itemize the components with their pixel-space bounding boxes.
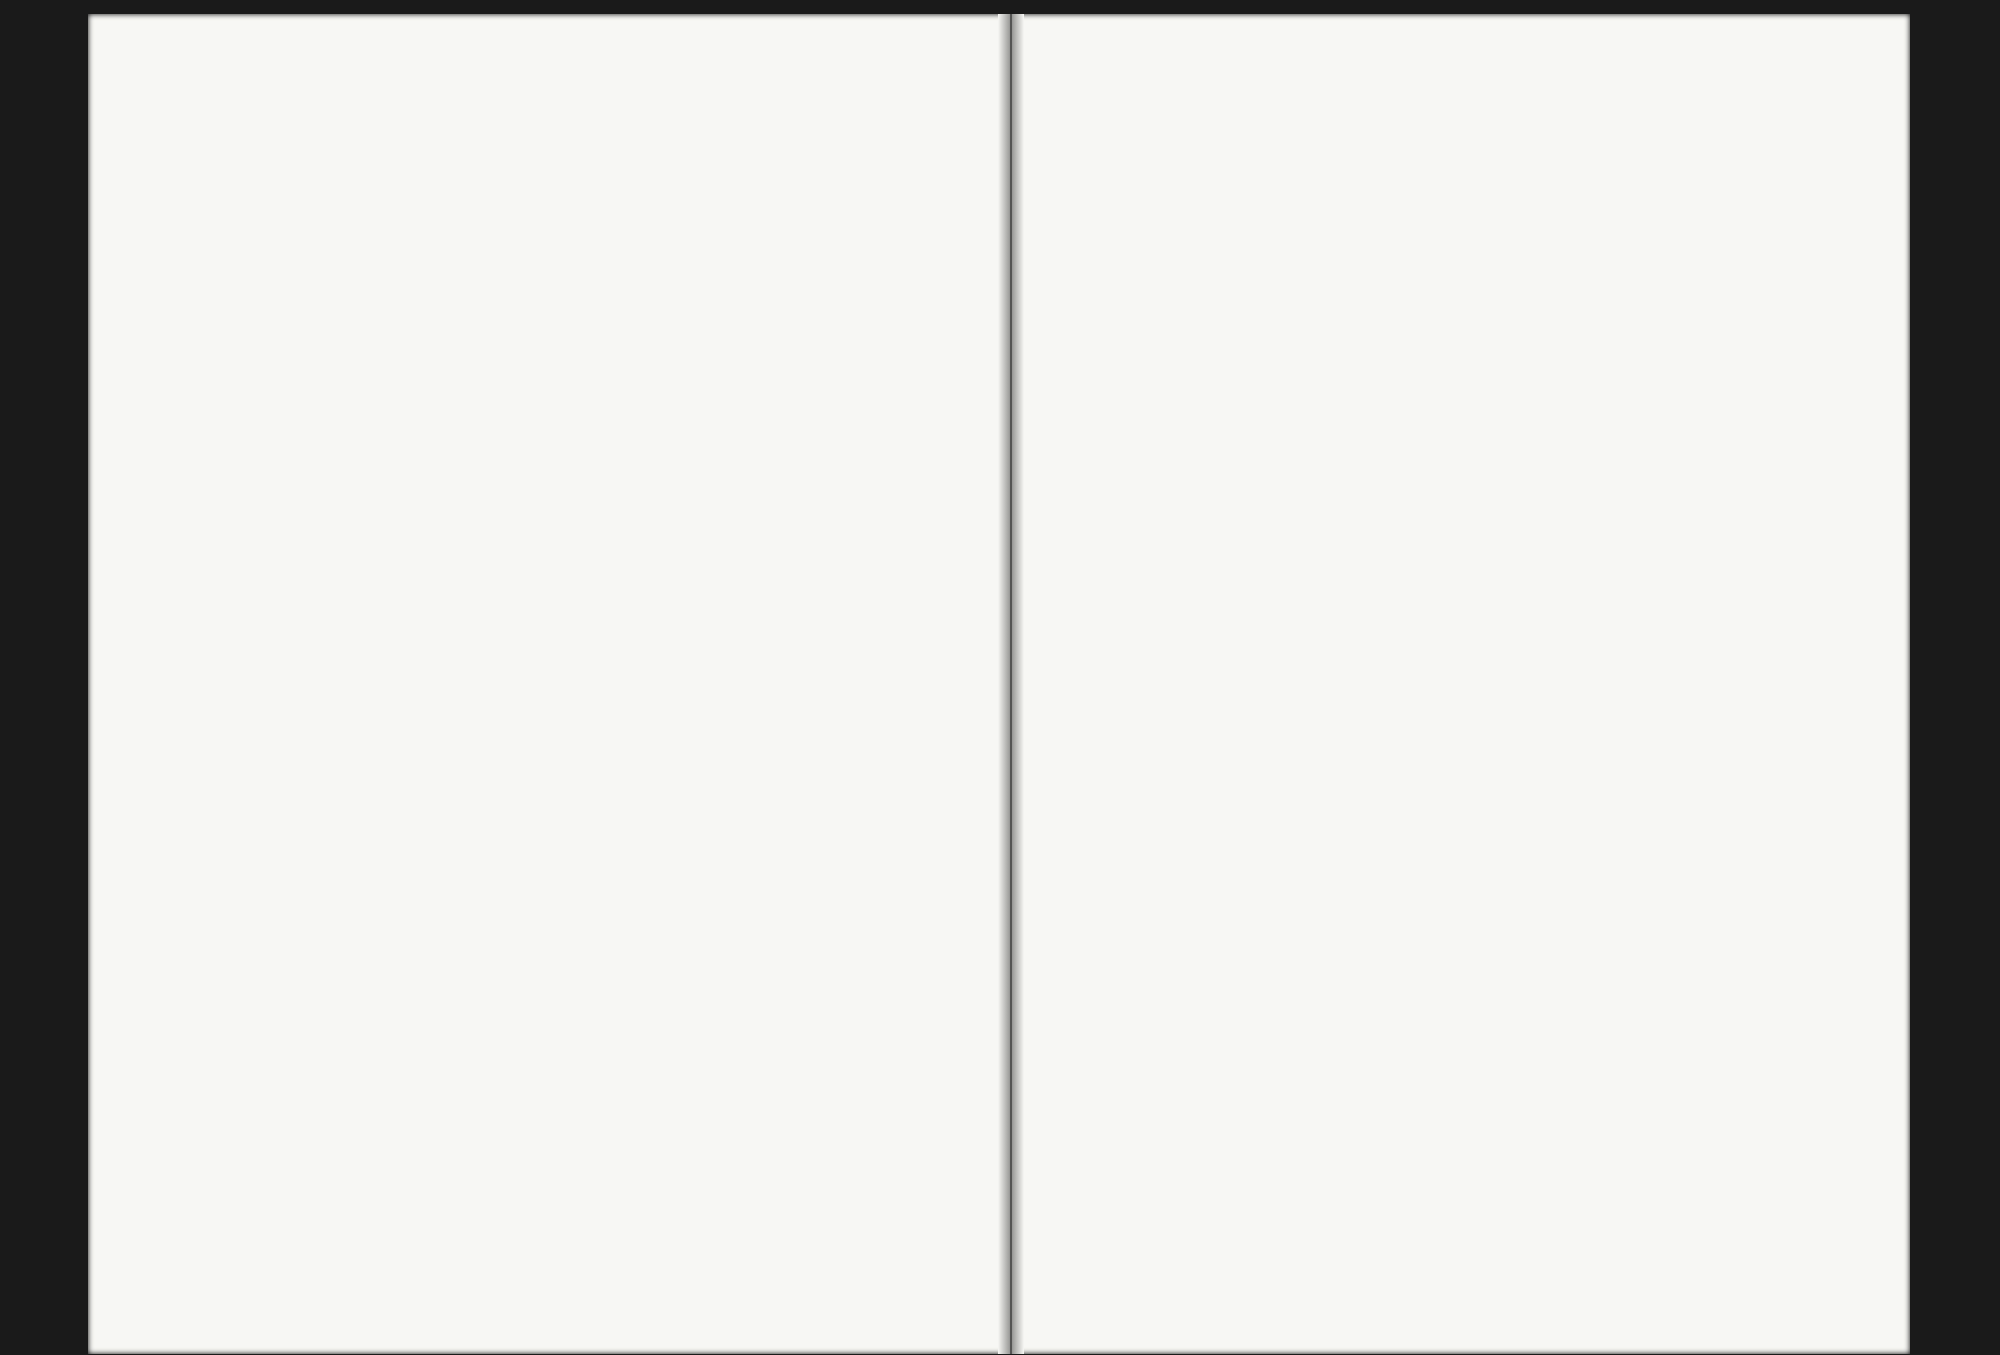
right-page — [1008, 14, 1910, 1354]
book-gutter — [998, 14, 1024, 1354]
left-page — [88, 14, 1008, 1354]
